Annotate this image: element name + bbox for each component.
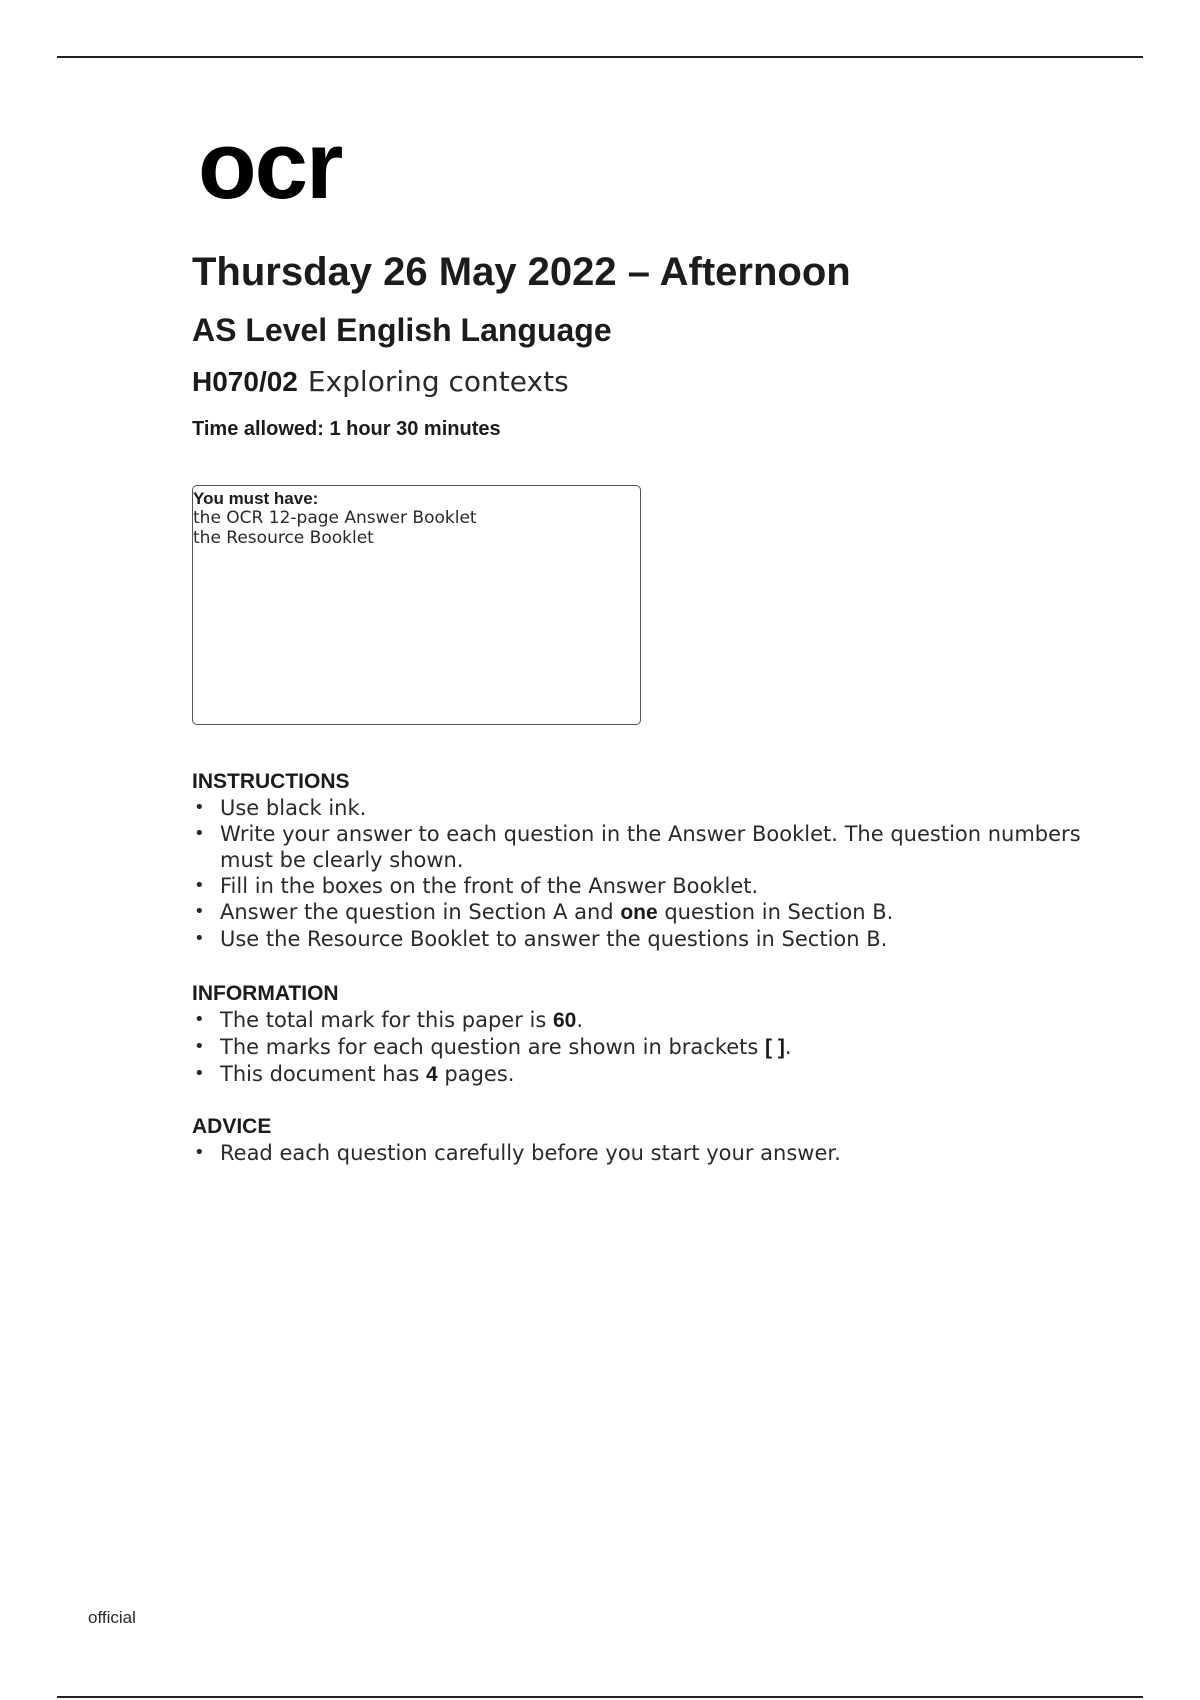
advice-list [192,1140,1092,1166]
emphasis: one [620,901,658,924]
exam-date-session: Thursday 26 May 2022 – Afternoon [192,250,851,294]
bullet-icon: • [194,901,205,922]
bullet-icon: • [194,928,205,949]
advice-heading: ADVICE [192,1115,272,1138]
bullet-icon: • [194,1063,205,1084]
must-have-box [192,485,641,725]
paper-title: Exploring contexts [307,365,569,398]
ocr-logo: ocr [198,112,342,219]
list-item: • The total mark for this paper is 60. [194,1008,584,1032]
bullet-icon: • [194,797,205,818]
emphasis: 60 [552,1009,577,1032]
time-allowed: Time allowed: 1 hour 30 minutes [192,418,501,440]
instructions-section [192,769,1092,952]
bottom-rule [57,1696,1143,1698]
bullet-icon: • [194,1142,205,1163]
emphasis: [ ] [765,1036,785,1059]
instructions-list [192,795,1092,952]
must-have-item: the Resource Booklet [193,528,374,548]
list-item: • Read each question carefully before you start your answer. [194,1141,841,1165]
information-section [192,981,1092,1088]
classification-label: official [88,1608,136,1627]
qualification-title: AS Level English Language [192,312,612,348]
paper-line [192,365,569,398]
list-item: • Fill in the boxes on the front of the Answer Booklet. [194,874,759,898]
information-heading: INFORMATION [192,982,339,1005]
instructions-heading: INSTRUCTIONS [192,770,350,793]
top-rule [57,56,1143,58]
bullet-icon: • [194,875,205,896]
bullet-icon: • [194,1036,205,1057]
paper-code: H070/02 [192,366,298,397]
list-item: • Use black ink. [194,796,367,820]
list-item: • This document has 4 pages. [194,1062,515,1086]
information-list [192,1007,1092,1088]
bullet-icon: • [194,1009,205,1030]
list-item: • Use the Resource Booklet to answer the questions in Section B. [194,927,888,951]
must-have-item: the OCR 12-page Answer Booklet [193,508,477,528]
bullet-icon: • [194,823,205,844]
must-have-heading: You must have: [193,489,319,508]
list-item: • Answer the question in Section A and one question in Section B. [194,900,894,924]
emphasis: 4 [426,1063,438,1086]
advice-section [192,1114,1092,1166]
list-item: • The marks for each question are shown in brackets [ ]. [194,1035,792,1059]
list-item: • Write your answer to each question in the Answer Booklet. The question numbers must be clearly shown. [194,822,1081,872]
